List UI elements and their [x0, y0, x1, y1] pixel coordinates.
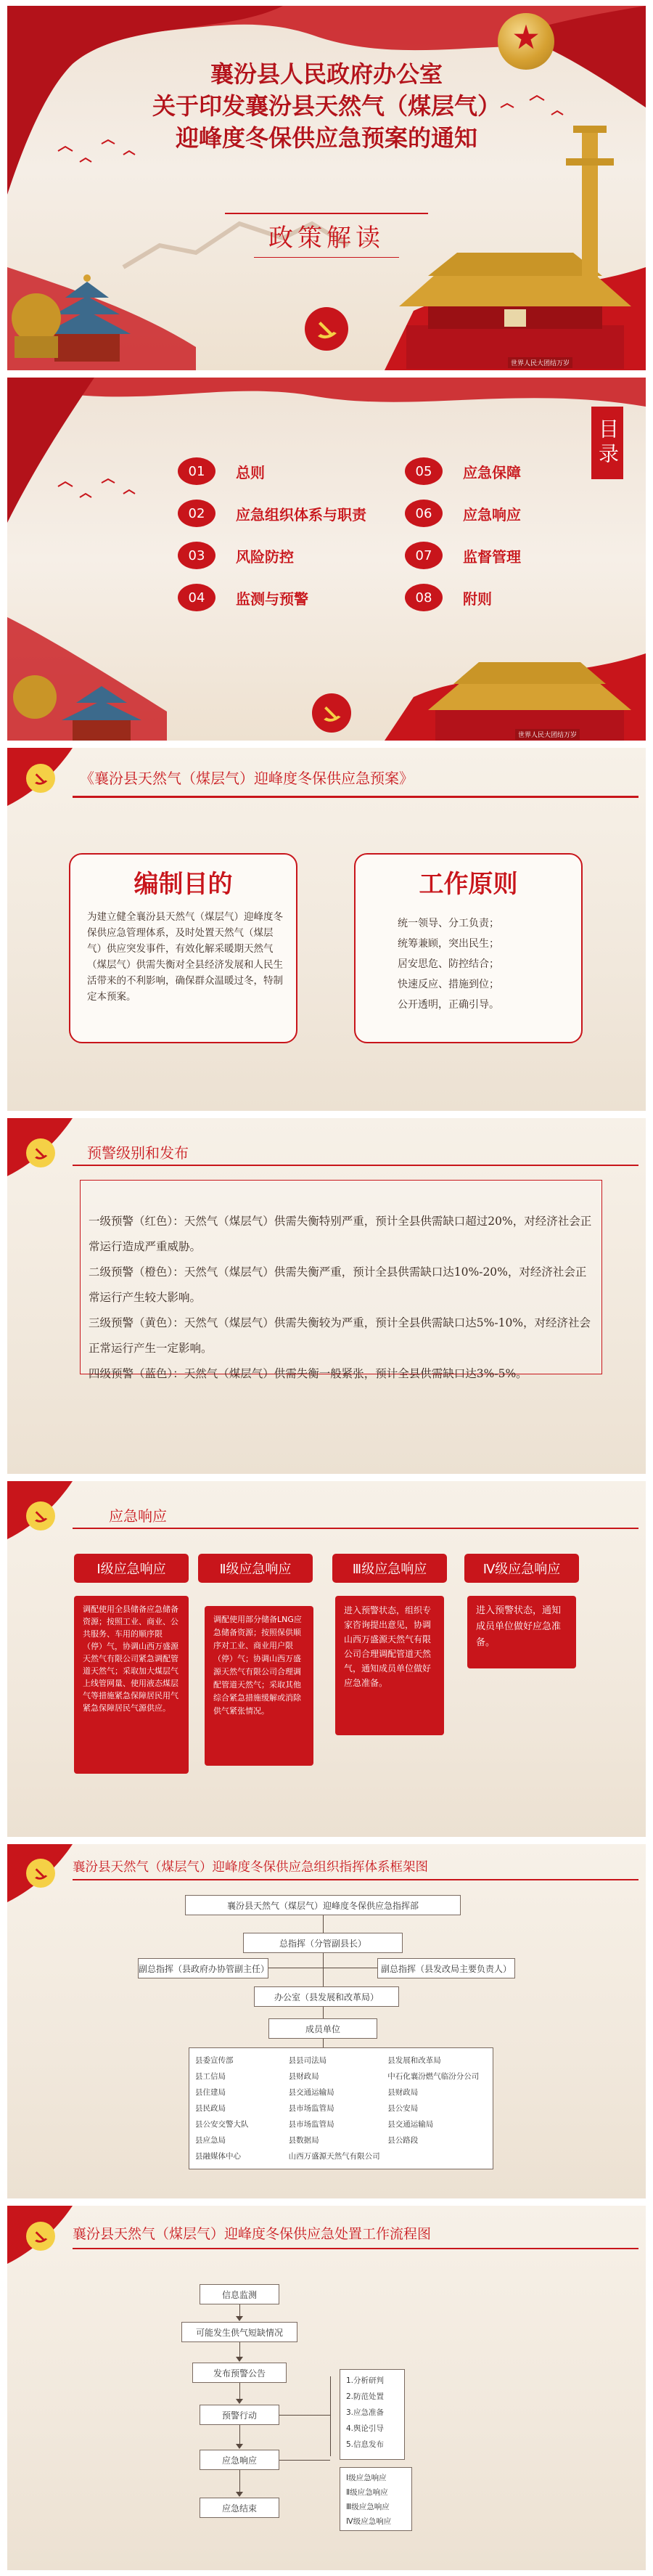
- member-unit: 县工信局: [195, 2072, 226, 2081]
- member-unit: 县民政局: [195, 2104, 226, 2113]
- warning-level-4: 四级预警（蓝色）：天然气（煤层气）供需失衡一般紧张，预计全县供需缺口达3%-5%。: [89, 1367, 527, 1380]
- member-unit: 县县司法局: [288, 2056, 327, 2065]
- org-connector: [323, 2039, 324, 2047]
- member-unit: 县数据局: [288, 2136, 319, 2145]
- flow-level: Ⅰ级应急响应: [346, 2474, 387, 2482]
- flow-level: Ⅲ级应急响应: [346, 2503, 390, 2511]
- toc-item-label: 应急响应: [463, 505, 521, 523]
- toc-item-04[interactable]: [178, 584, 308, 611]
- member-unit: 县交通运输局: [288, 2088, 334, 2097]
- org-chief-box: 总指挥（分管副县长）: [243, 1933, 403, 1953]
- flow-header: 襄汾县天然气（煤层气）迎峰度冬保供应急处置工作流程图: [73, 2226, 432, 2242]
- member-unit: 县公路段: [387, 2136, 419, 2145]
- response-panel: [7, 1481, 646, 1837]
- flow-action: 1.分析研判: [346, 2376, 385, 2385]
- flow-arrow-icon: [236, 2399, 243, 2404]
- response-level-2-card: 调配使用部分储备LNG应急储备资源；按照保供顺序对工业、商业用户限（停）气；协调山西万盛源天然气有限公司合理调配管道天然气；采取其他综合紧急措施缓解或消除供气紧张情况。: [205, 1606, 313, 1766]
- principle-line: 居安思危、防控结合；: [398, 958, 499, 970]
- header-underline: [73, 796, 638, 798]
- toc-item-03[interactable]: [178, 542, 294, 569]
- warning-level-3: 三级预警（黄色）：天然气（煤层气）供需失衡较为严重，预计全县供需缺口达5%-10%，对经济社会正常运行产生一定影响。: [89, 1316, 591, 1355]
- flow-step-5: 应急响应: [200, 2450, 279, 2470]
- toc-num-badge: 04: [178, 584, 215, 611]
- warning-level-2: 二级预警（橙色）：天然气（煤层气）供需失衡严重，预计全县供需缺口达10%-20%，对经济社会正常运行产生较大影响。: [89, 1265, 587, 1304]
- flow-level: Ⅱ级应急响应: [346, 2488, 388, 2497]
- org-members-title: 成员单位: [268, 2018, 377, 2039]
- toc-num-badge: 01: [178, 457, 215, 485]
- party-emblem-icon: [26, 2222, 55, 2251]
- principle-line: 快速反应、措施到位；: [398, 979, 499, 990]
- org-members-box: [189, 2047, 493, 2169]
- member-unit: 山西万盛源天然气有限公司: [288, 2152, 380, 2161]
- party-emblem-icon: [26, 1501, 55, 1530]
- response-level-4-pill[interactable]: Ⅳ级应急响应: [464, 1554, 579, 1583]
- member-unit: 县财政局: [288, 2072, 319, 2081]
- cover-sign: 世界人民大团结万岁: [508, 357, 572, 368]
- purpose-panel: [7, 748, 646, 1111]
- flow-panel: [7, 2206, 646, 2570]
- member-unit: 县发展和改革局: [387, 2056, 441, 2065]
- response-header: 应急响应: [109, 1507, 167, 1525]
- principle-line: 公开透明，正确引导。: [398, 999, 499, 1011]
- toc-item-02[interactable]: [178, 500, 366, 527]
- purpose-left-body: 为建立健全襄汾县天然气（煤层气）迎峰度冬保供应急管理体系，及时处置天然气（煤层气）供应突发事件，有效化解采暖期天然气（煤层气）供需失衡对全县经济发展和人民生活带来的不利影响，确保群众温暖过冬，特制定本预案。: [87, 911, 283, 1003]
- org-connector: [323, 2007, 324, 2018]
- org-header: 襄汾县天然气（煤层气）迎峰度冬保供应急组织指挥体系框架图: [73, 1860, 428, 1875]
- flow-arrow-icon: [236, 2316, 243, 2321]
- member-unit: 县公安交警大队: [195, 2120, 249, 2129]
- flow-arrow-icon: [236, 2444, 243, 2449]
- party-emblem-icon: [26, 1138, 55, 1167]
- flow-level: Ⅳ级应急响应: [346, 2517, 392, 2526]
- org-office-box: 办公室（县发展和改革局）: [254, 1986, 399, 2007]
- flow-levels-box: [340, 2467, 412, 2531]
- toc-item-08[interactable]: [405, 584, 492, 611]
- flow-arrow-icon: [236, 2492, 243, 2497]
- warning-level-1: 一级预警（红色）：天然气（煤层气）供需失衡特别严重，预计全县供需缺口超过20%，对经济社会正常运行造成严重威胁。: [89, 1215, 592, 1253]
- party-emblem-icon: [26, 1859, 55, 1888]
- toc-item-label: 监测与预警: [236, 590, 308, 608]
- org-members-col-1: [195, 2053, 289, 2164]
- flow-connector: [239, 2470, 240, 2495]
- purpose-right-list: [398, 913, 499, 1015]
- flow-action: 2.防范处置: [346, 2392, 385, 2401]
- purpose-header: 《襄汾县天然气（煤层气）迎峰度冬保供应急预案》: [80, 770, 414, 787]
- member-unit: 县委宣传部: [195, 2056, 234, 2065]
- toc-item-label: 附则: [463, 590, 492, 608]
- flow-actions-box: [340, 2369, 405, 2460]
- toc-label-text: 目录: [596, 418, 620, 468]
- toc-item-label: 风险防控: [236, 547, 294, 566]
- header-flag-icon: [7, 1481, 646, 1539]
- header-underline: [73, 1879, 638, 1880]
- response-level-2-pill[interactable]: Ⅱ级应急响应: [198, 1554, 313, 1583]
- cover-panel: [7, 6, 646, 370]
- purpose-right-title: 工作原则: [419, 870, 518, 899]
- title-divider: [225, 213, 428, 214]
- toc-sign: 世界人民大团结万岁: [515, 729, 580, 740]
- toc-item-07[interactable]: [405, 542, 521, 569]
- toc-vertical-label: [591, 407, 623, 479]
- flow-step-3: 发布预警公告: [192, 2363, 287, 2383]
- flow-step-4: 预警行动: [200, 2405, 279, 2425]
- member-unit: 县市场监管局: [288, 2120, 334, 2129]
- warning-header: 预警级别和发布: [87, 1144, 189, 1162]
- toc-num-badge: 02: [178, 500, 215, 527]
- flow-step-1: 信息监测: [200, 2284, 279, 2304]
- toc-item-label: 应急保障: [463, 463, 521, 481]
- flow-step-2: 可能发生供气短缺情况: [181, 2322, 297, 2342]
- org-deputy-right-box: 副总指挥（县发改局主要负责人）: [377, 1958, 515, 1978]
- flow-action: 5.信息发布: [346, 2440, 385, 2449]
- member-unit: 县交通运输局: [387, 2120, 434, 2129]
- header-underline: [73, 1165, 638, 1166]
- flow-connector: [330, 2376, 331, 2456]
- flow-step-6: 应急结束: [200, 2498, 279, 2518]
- member-unit: 县财政局: [387, 2088, 419, 2097]
- flow-connector: [279, 2415, 330, 2416]
- flow-action: 3.应急准备: [346, 2408, 385, 2417]
- member-unit: 县市场监管局: [288, 2104, 334, 2113]
- org-connector: [323, 1915, 324, 1933]
- header-underline: [73, 1528, 638, 1529]
- member-unit: 县应急局: [195, 2136, 226, 2145]
- title-divider-bottom: [254, 257, 399, 258]
- org-members-col-2: [289, 2053, 388, 2164]
- toc-item-01[interactable]: [178, 457, 265, 485]
- cover-title-line-2: 关于印发襄汾县天然气（煤层气）: [152, 92, 501, 120]
- member-unit: 中石化襄汾燃气临汾分公司: [387, 2072, 480, 2081]
- flow-action: 4.舆论引导: [346, 2424, 385, 2433]
- response-level-3-card: 进入预警状态，组织专家咨询提出意见，协调山西万盛源天然气有限公司合理调配管道天然气，通知成员单位做好应急准备。: [335, 1596, 444, 1735]
- flow-arrow-icon: [236, 2357, 243, 2362]
- toc-num-badge: 03: [178, 542, 215, 569]
- org-deputy-left-box: 副总指挥（县政府办协管副主任）: [138, 1958, 268, 1978]
- member-unit: 县融媒体中心: [195, 2152, 241, 2161]
- toc-num-badge: 07: [405, 542, 443, 569]
- toc-num-badge: 08: [405, 584, 443, 611]
- org-panel: [7, 1844, 646, 2198]
- member-unit: 县住建局: [195, 2088, 226, 2097]
- cover-title-line-3: 迎峰度冬保供应急预案的通知: [175, 124, 477, 152]
- toc-item-label: 监督管理: [463, 547, 521, 566]
- party-emblem-icon: [26, 764, 55, 793]
- toc-item-label: 应急组织体系与职责: [236, 505, 366, 523]
- toc-num-badge: 05: [405, 457, 443, 485]
- principle-line: 统筹兼顾，突出民生；: [398, 938, 499, 950]
- flow-connector: [279, 2460, 330, 2461]
- party-emblem-icon: [305, 307, 348, 351]
- org-top-box: 襄汾县天然气（煤层气）迎峰度冬保供应急指挥部: [185, 1895, 461, 1915]
- cover-subtitle: 政策解读: [268, 224, 385, 253]
- party-emblem-icon: [312, 693, 351, 733]
- cover-title-line-1: 襄汾县人民政府办公室: [210, 60, 443, 88]
- org-connector: [323, 1953, 324, 1986]
- response-level-1-card: 调配使用全县储备应急储备资源；按照工业、商业、公共服务、车用的顺序限（停）气，协调山西万盛源天然气有限公司紧急调配管道天然气；采取加大煤层气上线管网量、使用液态煤层气等措施紧急保障居民用气紧急保障居民气源供应。: [74, 1596, 189, 1774]
- org-members-col-3: [387, 2053, 487, 2164]
- purpose-left-title: 编制目的: [134, 870, 233, 899]
- toc-panel: [7, 378, 646, 741]
- warning-text: [89, 1209, 596, 1387]
- response-level-1-pill[interactable]: Ⅰ级应急响应: [74, 1554, 189, 1583]
- principle-line: 统一领导、分工负责；: [398, 918, 499, 929]
- response-level-3-pill[interactable]: Ⅲ级应急响应: [332, 1554, 447, 1583]
- toc-item-06[interactable]: [405, 500, 521, 527]
- header-underline: [73, 2248, 638, 2249]
- member-unit: 县公安局: [387, 2104, 419, 2113]
- cover-title: [7, 58, 646, 154]
- warning-panel: [7, 1118, 646, 1474]
- toc-decoration-icon: [7, 378, 646, 741]
- toc-item-05[interactable]: [405, 457, 521, 485]
- toc-num-badge: 06: [405, 500, 443, 527]
- response-level-4-card: 进入预警状态，通知成员单位做好应急准备。: [467, 1596, 576, 1668]
- toc-item-label: 总则: [236, 463, 265, 481]
